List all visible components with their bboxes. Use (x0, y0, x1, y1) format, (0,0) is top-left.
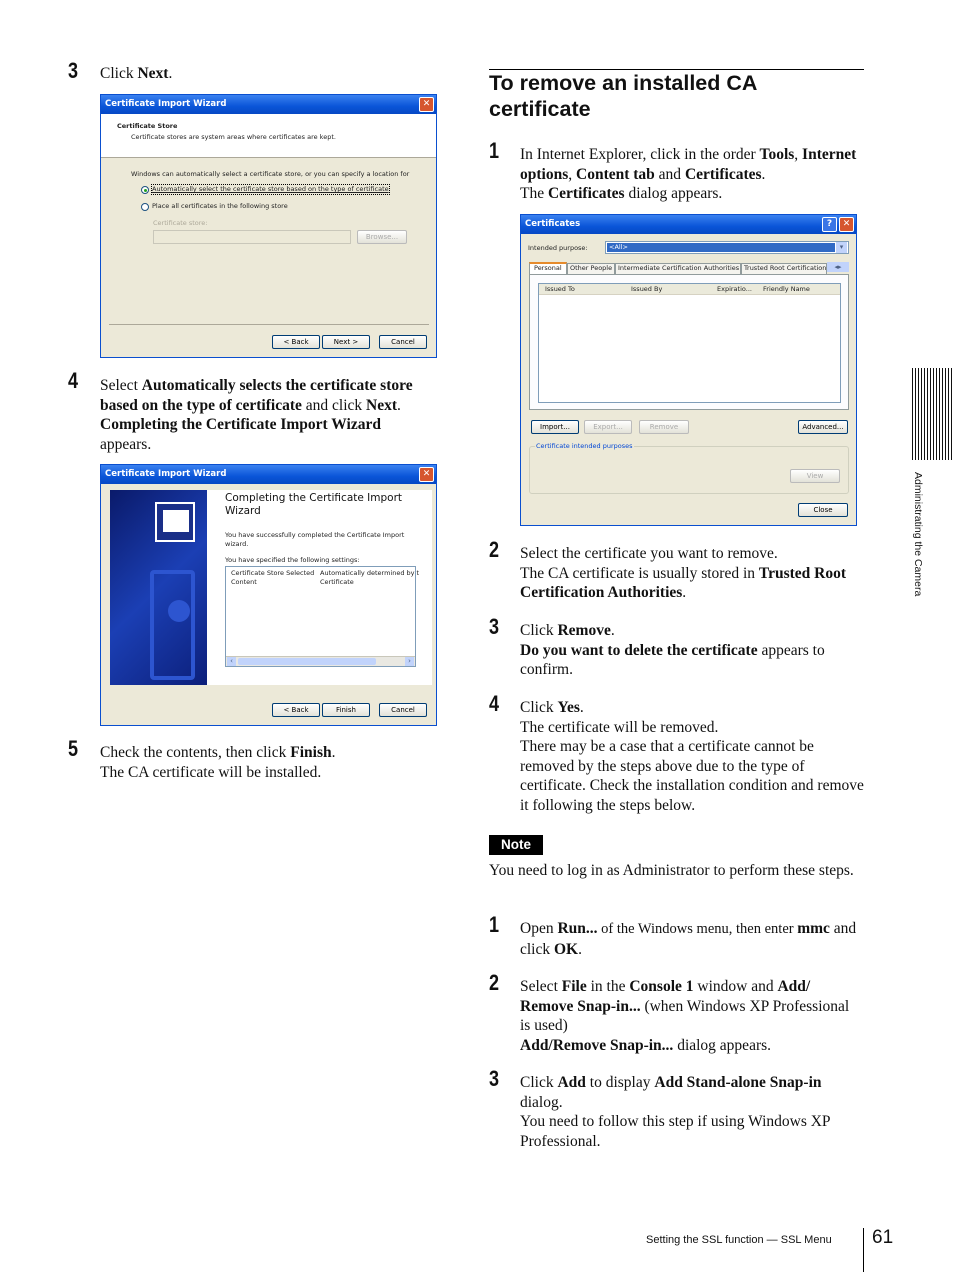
note-badge: Note (489, 835, 543, 855)
step-4-post: appears. (100, 435, 152, 453)
n1-mid2: and click (520, 920, 857, 958)
radio-place-all-label[interactable]: Place all certificates in the following store (152, 202, 288, 210)
r-step-3-number: 3 (489, 614, 500, 639)
r4-pre: Click (520, 699, 558, 716)
r1-c2: , (568, 165, 576, 183)
purposes-label: Certificate intended purposes (536, 442, 633, 450)
r-step-1-text (520, 145, 865, 204)
tab-intermediate[interactable] (615, 263, 741, 274)
tab-panel (529, 274, 849, 410)
scroll-right-icon[interactable]: › (405, 657, 414, 666)
r2-line1: Select the certificate you want to remove. (520, 545, 778, 562)
step-5-bold: Finish (290, 744, 332, 761)
radio-auto-select[interactable] (141, 186, 149, 194)
r1-b3: Content tab (576, 165, 655, 183)
tab-other-people[interactable] (567, 263, 615, 274)
n1-b3: OK (554, 940, 579, 958)
r-step-4-number: 4 (489, 691, 500, 716)
certificate-icon (155, 502, 195, 542)
scroll-thumb[interactable] (238, 658, 376, 665)
step-3-line (100, 64, 172, 84)
dialog-title: Certificate Import Wizard (105, 469, 227, 479)
n-step-2-number: 2 (489, 970, 500, 995)
finish-button[interactable]: Finish (322, 703, 370, 717)
step-3-text (100, 64, 172, 84)
r4-b1: Yes (557, 699, 580, 716)
r1-l2post: dialog appears. (624, 185, 723, 202)
n2-b2: Console 1 (629, 978, 694, 995)
list-header (539, 284, 840, 295)
n2-post: (when Windows XP Professional is used) (520, 997, 850, 1034)
dialog-title: Certificates (525, 219, 581, 229)
n3-post: dialog. (520, 1093, 563, 1111)
back-button[interactable]: < Back (272, 703, 320, 717)
r1-b1: Tools (759, 146, 795, 163)
tab-label: Personal (534, 264, 562, 272)
certificate-import-wizard-store-dialog (100, 94, 437, 358)
dialog-title: Certificate Import Wizard (105, 99, 227, 109)
r-step-2-text (520, 544, 865, 603)
scroll-left-icon[interactable]: ‹ (227, 657, 236, 666)
setting-key: Certificate Store Selected (231, 569, 315, 577)
close-icon[interactable]: ✕ (839, 217, 854, 232)
step-5-text (100, 743, 335, 782)
step-5-pre: Check the contents, then click (100, 744, 291, 761)
step-4-bold3: Completing the Certificate Import Wizard (100, 416, 381, 433)
wizard-settings-label: You have specified the following settings: (225, 556, 360, 564)
dialog-title-bar (101, 95, 436, 114)
section-description: Certificate stores are system areas where certificates are kept. (131, 133, 336, 141)
r4-line2: The certificate will be removed. (520, 718, 719, 736)
n2-mid: in the (586, 978, 630, 995)
completing-wizard-dialog (100, 464, 437, 726)
note-text: You need to log in as Administrator to perform these steps. (489, 862, 854, 879)
r3-l2post: appears to confirm. (520, 641, 825, 678)
dialog-title-bar (521, 215, 856, 234)
n2-b3: Add/ Remove Snap-in... (520, 978, 811, 1015)
col-friendly-name[interactable]: Friendly Name (763, 285, 810, 293)
r3-pre: Click (520, 622, 558, 639)
step-3-post: . (168, 65, 173, 82)
tab-trusted-root[interactable] (741, 263, 827, 274)
step-5-number: 5 (68, 736, 79, 761)
view-button[interactable]: View (790, 469, 840, 483)
step-4-mid: and click (301, 396, 367, 414)
n3-b2: Add Stand-alone Snap-in (654, 1074, 822, 1091)
step-4-bold1: Automatically selects the certificate store based on the type of certificate (100, 377, 413, 414)
step-5-post: . (331, 744, 336, 761)
n-step-3-text (520, 1073, 865, 1151)
close-icon[interactable]: ✕ (419, 467, 434, 482)
setting-value: Automatically determined by t (320, 569, 420, 577)
radio-auto-select-label[interactable]: Automatically select the certificate store based on the type of certificate (152, 185, 389, 193)
banner-shape (150, 570, 195, 680)
r3-b1: Remove (557, 622, 611, 639)
n1-b1: Run... (557, 920, 598, 937)
step-4-text (100, 376, 445, 454)
col-issued-by[interactable]: Issued By (631, 285, 663, 293)
step-5-line2: The CA certificate will be installed. (100, 763, 322, 781)
tab-scroll-arrows-icon[interactable]: ◂▸ (827, 262, 849, 272)
n-step-3-number: 3 (489, 1066, 500, 1091)
step-4-mid2: . (397, 396, 401, 414)
n3-line2: You need to follow this step if using Windows XP Professional. (520, 1113, 830, 1150)
wizard-heading: Completing the Certificate Import Wizard (225, 492, 403, 517)
close-icon[interactable]: ✕ (419, 97, 434, 112)
step-3-number: 3 (68, 58, 79, 83)
step-3-pre: Click (100, 65, 138, 82)
r1-l2b: Certificates (547, 185, 625, 202)
col-issued-to[interactable]: Issued To (545, 285, 575, 293)
next-button[interactable]: Next > (322, 335, 370, 349)
back-button[interactable]: < Back (272, 335, 320, 349)
r4-line3: There may be a case that a certificate cannot be removed by the steps above due to the type of certificate. Check the installation condition and remove it following the steps below. (520, 738, 864, 814)
n-step-1-number: 1 (489, 912, 500, 937)
r3-post: . (610, 622, 615, 639)
horizontal-scrollbar[interactable] (226, 656, 415, 666)
side-tab-marker (912, 368, 954, 460)
n3-pre: Click (520, 1074, 558, 1091)
r-step-1-number: 1 (489, 138, 500, 163)
intended-purpose-select[interactable] (605, 241, 849, 254)
store-label: Certificate store: (153, 219, 208, 227)
step-4-number: 4 (68, 368, 79, 393)
section-title: Certificate Store (117, 122, 178, 130)
n3-b1: Add (557, 1074, 586, 1091)
page-number: 61 (872, 1227, 894, 1248)
r1-c1: , (794, 146, 803, 163)
r4-post: . (579, 699, 584, 716)
setting-key: Content (231, 578, 257, 586)
chevron-down-icon[interactable]: ▾ (836, 242, 847, 253)
section-heading: To remove an installed CA certificate (489, 71, 757, 121)
advanced-button[interactable]: Advanced... (798, 420, 848, 434)
n-step-1-text (520, 919, 870, 959)
intended-purpose-label: Intended purpose: (528, 244, 588, 252)
r2-l2pre: The CA certificate is usually stored in (520, 564, 759, 582)
step-4-pre: Select (100, 377, 142, 394)
n3-mid: to display (585, 1074, 655, 1091)
r1-pre: In Internet Explorer, click in the order (520, 146, 760, 163)
tab-label: Other People (570, 264, 613, 272)
step-3-bold: Next (137, 65, 169, 82)
tab-label: Trusted Root Certification (744, 264, 827, 272)
browse-button[interactable]: Browse... (357, 230, 407, 244)
n1-b2: mmc (797, 920, 830, 937)
settings-list (225, 566, 420, 667)
wizard-banner-image (110, 490, 207, 685)
r1-c4: . (761, 165, 766, 183)
certificates-dialog (520, 214, 857, 526)
n1-pre: Open (520, 920, 558, 937)
tab-label: Intermediate Certification Authorities (618, 264, 740, 272)
remove-button[interactable]: Remove (639, 420, 689, 434)
r2-l2post: . (682, 584, 687, 601)
setting-value: Certificate (320, 578, 354, 586)
n2-pre: Select (520, 978, 562, 995)
r-step-4-text (520, 698, 865, 815)
r1-b2: Internet options (520, 146, 857, 183)
r-step-2-number: 2 (489, 537, 500, 562)
help-icon[interactable]: ? (822, 217, 837, 232)
r1-b4: Certificates (684, 165, 762, 183)
n-step-2-text (520, 977, 850, 1055)
r1-l2pre: The (520, 185, 548, 202)
cancel-button[interactable]: Cancel (379, 703, 427, 717)
radio-place-all[interactable] (141, 203, 149, 211)
n1-post: . (578, 940, 582, 958)
n2-l2b: Add/Remove Snap-in... (520, 1036, 674, 1054)
col-expiration[interactable]: Expiratio... (717, 285, 752, 293)
footer-section: Setting the SSL function — SSL Menu (646, 1234, 832, 1246)
side-label-box (912, 472, 926, 622)
import-button[interactable]: Import... (531, 420, 579, 434)
purpose-selected-value: <All> (607, 243, 835, 252)
close-button[interactable]: Close (798, 503, 848, 517)
store-field[interactable] (153, 230, 351, 244)
step-4-bold2: Next (366, 396, 398, 414)
divider (109, 324, 429, 325)
wizard-success-text: You have successfully completed the Certificate Import wizard. (225, 531, 405, 548)
n1-mid: of the Windows menu, then enter (597, 921, 798, 937)
dialog-title-bar (101, 465, 436, 484)
n2-mid2: window and (693, 978, 778, 995)
export-button[interactable]: Export... (584, 420, 632, 434)
footer-rule (863, 1228, 864, 1272)
banner-circle (168, 600, 190, 622)
cancel-button[interactable]: Cancel (379, 335, 427, 349)
side-label: Administrating the Camera (912, 472, 924, 597)
wizard-body-text: Windows can automatically select a certificate store, or you can specify a location for (131, 170, 410, 178)
r3-l2b: Do you want to delete the certificate (520, 641, 758, 659)
r1-c3: and (654, 165, 685, 183)
n2-b1: File (561, 978, 587, 995)
tab-personal[interactable] (529, 262, 567, 274)
r2-l2b: Trusted Root Certification Authorities (520, 564, 847, 601)
certificate-list[interactable] (538, 283, 841, 403)
n2-l2post: dialog appears. (673, 1036, 772, 1054)
r-step-3-text (520, 621, 865, 680)
